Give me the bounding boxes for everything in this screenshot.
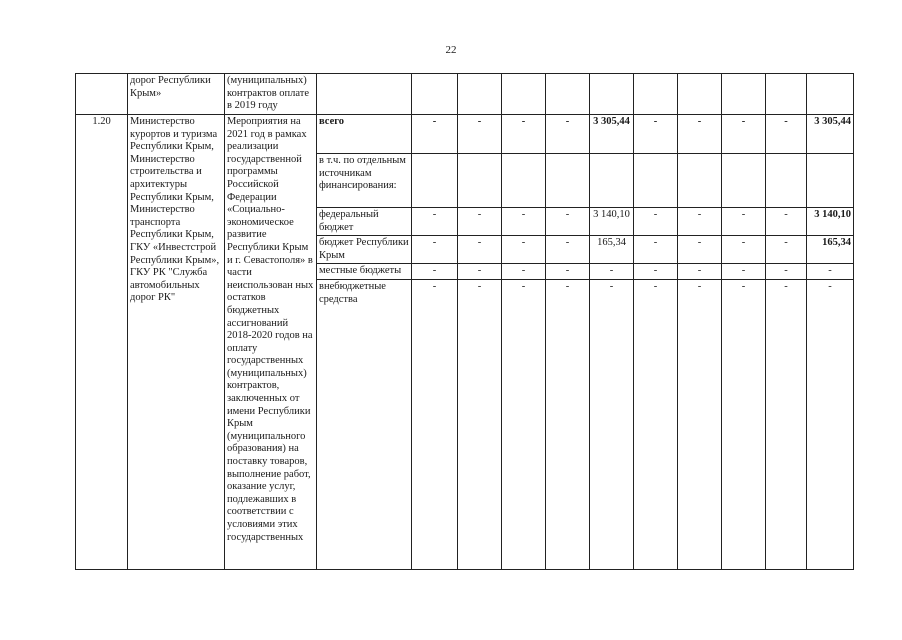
source-cell bbox=[317, 74, 412, 115]
financing-table bbox=[75, 73, 854, 570]
value-cell: - bbox=[766, 208, 807, 236]
value-cell: - bbox=[546, 208, 590, 236]
value-cell: - bbox=[634, 236, 678, 264]
source-label: всего bbox=[317, 115, 412, 154]
value-cell: - bbox=[766, 236, 807, 264]
total-row bbox=[76, 115, 854, 154]
value-cell: - bbox=[458, 264, 502, 280]
value-cell: - bbox=[634, 208, 678, 236]
value-cell: - bbox=[502, 115, 546, 154]
continued-row bbox=[76, 74, 854, 115]
total-value-cell: 3 140,10 bbox=[807, 208, 854, 236]
value-cell: 3 305,44 bbox=[590, 115, 634, 154]
value-cell: - bbox=[412, 208, 458, 236]
source-label: бюджет Республики Крым bbox=[317, 236, 412, 264]
value-cell: - bbox=[634, 280, 678, 570]
value-cell: - bbox=[678, 236, 722, 264]
value-cell: - bbox=[412, 280, 458, 570]
event-cell: (муниципальных) контрактов оплате в 2019 году bbox=[225, 74, 317, 115]
total-value-cell: 3 305,44 bbox=[807, 115, 854, 154]
value-cell: - bbox=[590, 280, 634, 570]
value-cell: - bbox=[458, 115, 502, 154]
value-cell: - bbox=[502, 208, 546, 236]
value-cell: 3 140,10 bbox=[590, 208, 634, 236]
value-cell: - bbox=[458, 208, 502, 236]
value-cell: - bbox=[678, 280, 722, 570]
value-cell: - bbox=[766, 280, 807, 570]
code-cell bbox=[76, 74, 128, 115]
item-event: Мероприятия на 2021 год в рамках реализации государственной программы Российской Федерации «Социально-экономическое развитие Республики Крым и г. Севастополя» в части неиспользован ных остатков бюджетных ассигнований 2018-2020 годов на оплату государственных (муниципальных) контрактов, заключенных от имени Республики Крым (муниципального образования) на поставку товаров, выполнение работ, оказание услуг, подлежавших в соответствии с условиями этих государственных bbox=[225, 115, 317, 570]
value-cell: - bbox=[722, 236, 766, 264]
value-cell: - bbox=[458, 236, 502, 264]
page-number: 22 bbox=[445, 44, 457, 56]
value-cell: - bbox=[807, 264, 854, 280]
value-cell: - bbox=[678, 208, 722, 236]
value-cell: - bbox=[722, 115, 766, 154]
item-code: 1.20 bbox=[76, 115, 128, 570]
item-recipient: Министерство курортов и туризма Республики Крым, Министерство строительства и архитектуры Республики Крым, Министерство транспорта Республики Крым, ГКУ «Инвестстрой Республики Крым», ГКУ РК "Служба автомобильных дорог РК" bbox=[128, 115, 225, 570]
value-cell: - bbox=[678, 264, 722, 280]
value-cell: - bbox=[722, 280, 766, 570]
value-cell: - bbox=[502, 264, 546, 280]
value-cell: - bbox=[722, 264, 766, 280]
value-cell: - bbox=[502, 236, 546, 264]
value-cell: - bbox=[546, 236, 590, 264]
value-cell: - bbox=[590, 264, 634, 280]
value-cell: - bbox=[766, 115, 807, 154]
source-label: в т.ч. по отдельным источникам финансирования: bbox=[317, 154, 412, 208]
recipient-cell: дорог Республики Крым» bbox=[128, 74, 225, 115]
value-cell: - bbox=[412, 236, 458, 264]
value-cell: - bbox=[766, 264, 807, 280]
value-cell: - bbox=[807, 280, 854, 570]
value-cell: - bbox=[546, 264, 590, 280]
value-cell: - bbox=[678, 115, 722, 154]
value-cell: - bbox=[502, 280, 546, 570]
value-cell: 165,34 bbox=[590, 236, 634, 264]
value-cell: - bbox=[546, 280, 590, 570]
source-label: внебюджетные средства bbox=[317, 280, 412, 570]
value-cell: - bbox=[634, 264, 678, 280]
value-cell: - bbox=[412, 264, 458, 280]
total-value-cell: 165,34 bbox=[807, 236, 854, 264]
source-label: федеральный бюджет bbox=[317, 208, 412, 236]
value-cell: - bbox=[412, 115, 458, 154]
value-cell: - bbox=[546, 115, 590, 154]
value-cell: - bbox=[458, 280, 502, 570]
value-cell: - bbox=[722, 208, 766, 236]
source-label: местные бюджеты bbox=[317, 264, 412, 280]
value-cell: - bbox=[634, 115, 678, 154]
